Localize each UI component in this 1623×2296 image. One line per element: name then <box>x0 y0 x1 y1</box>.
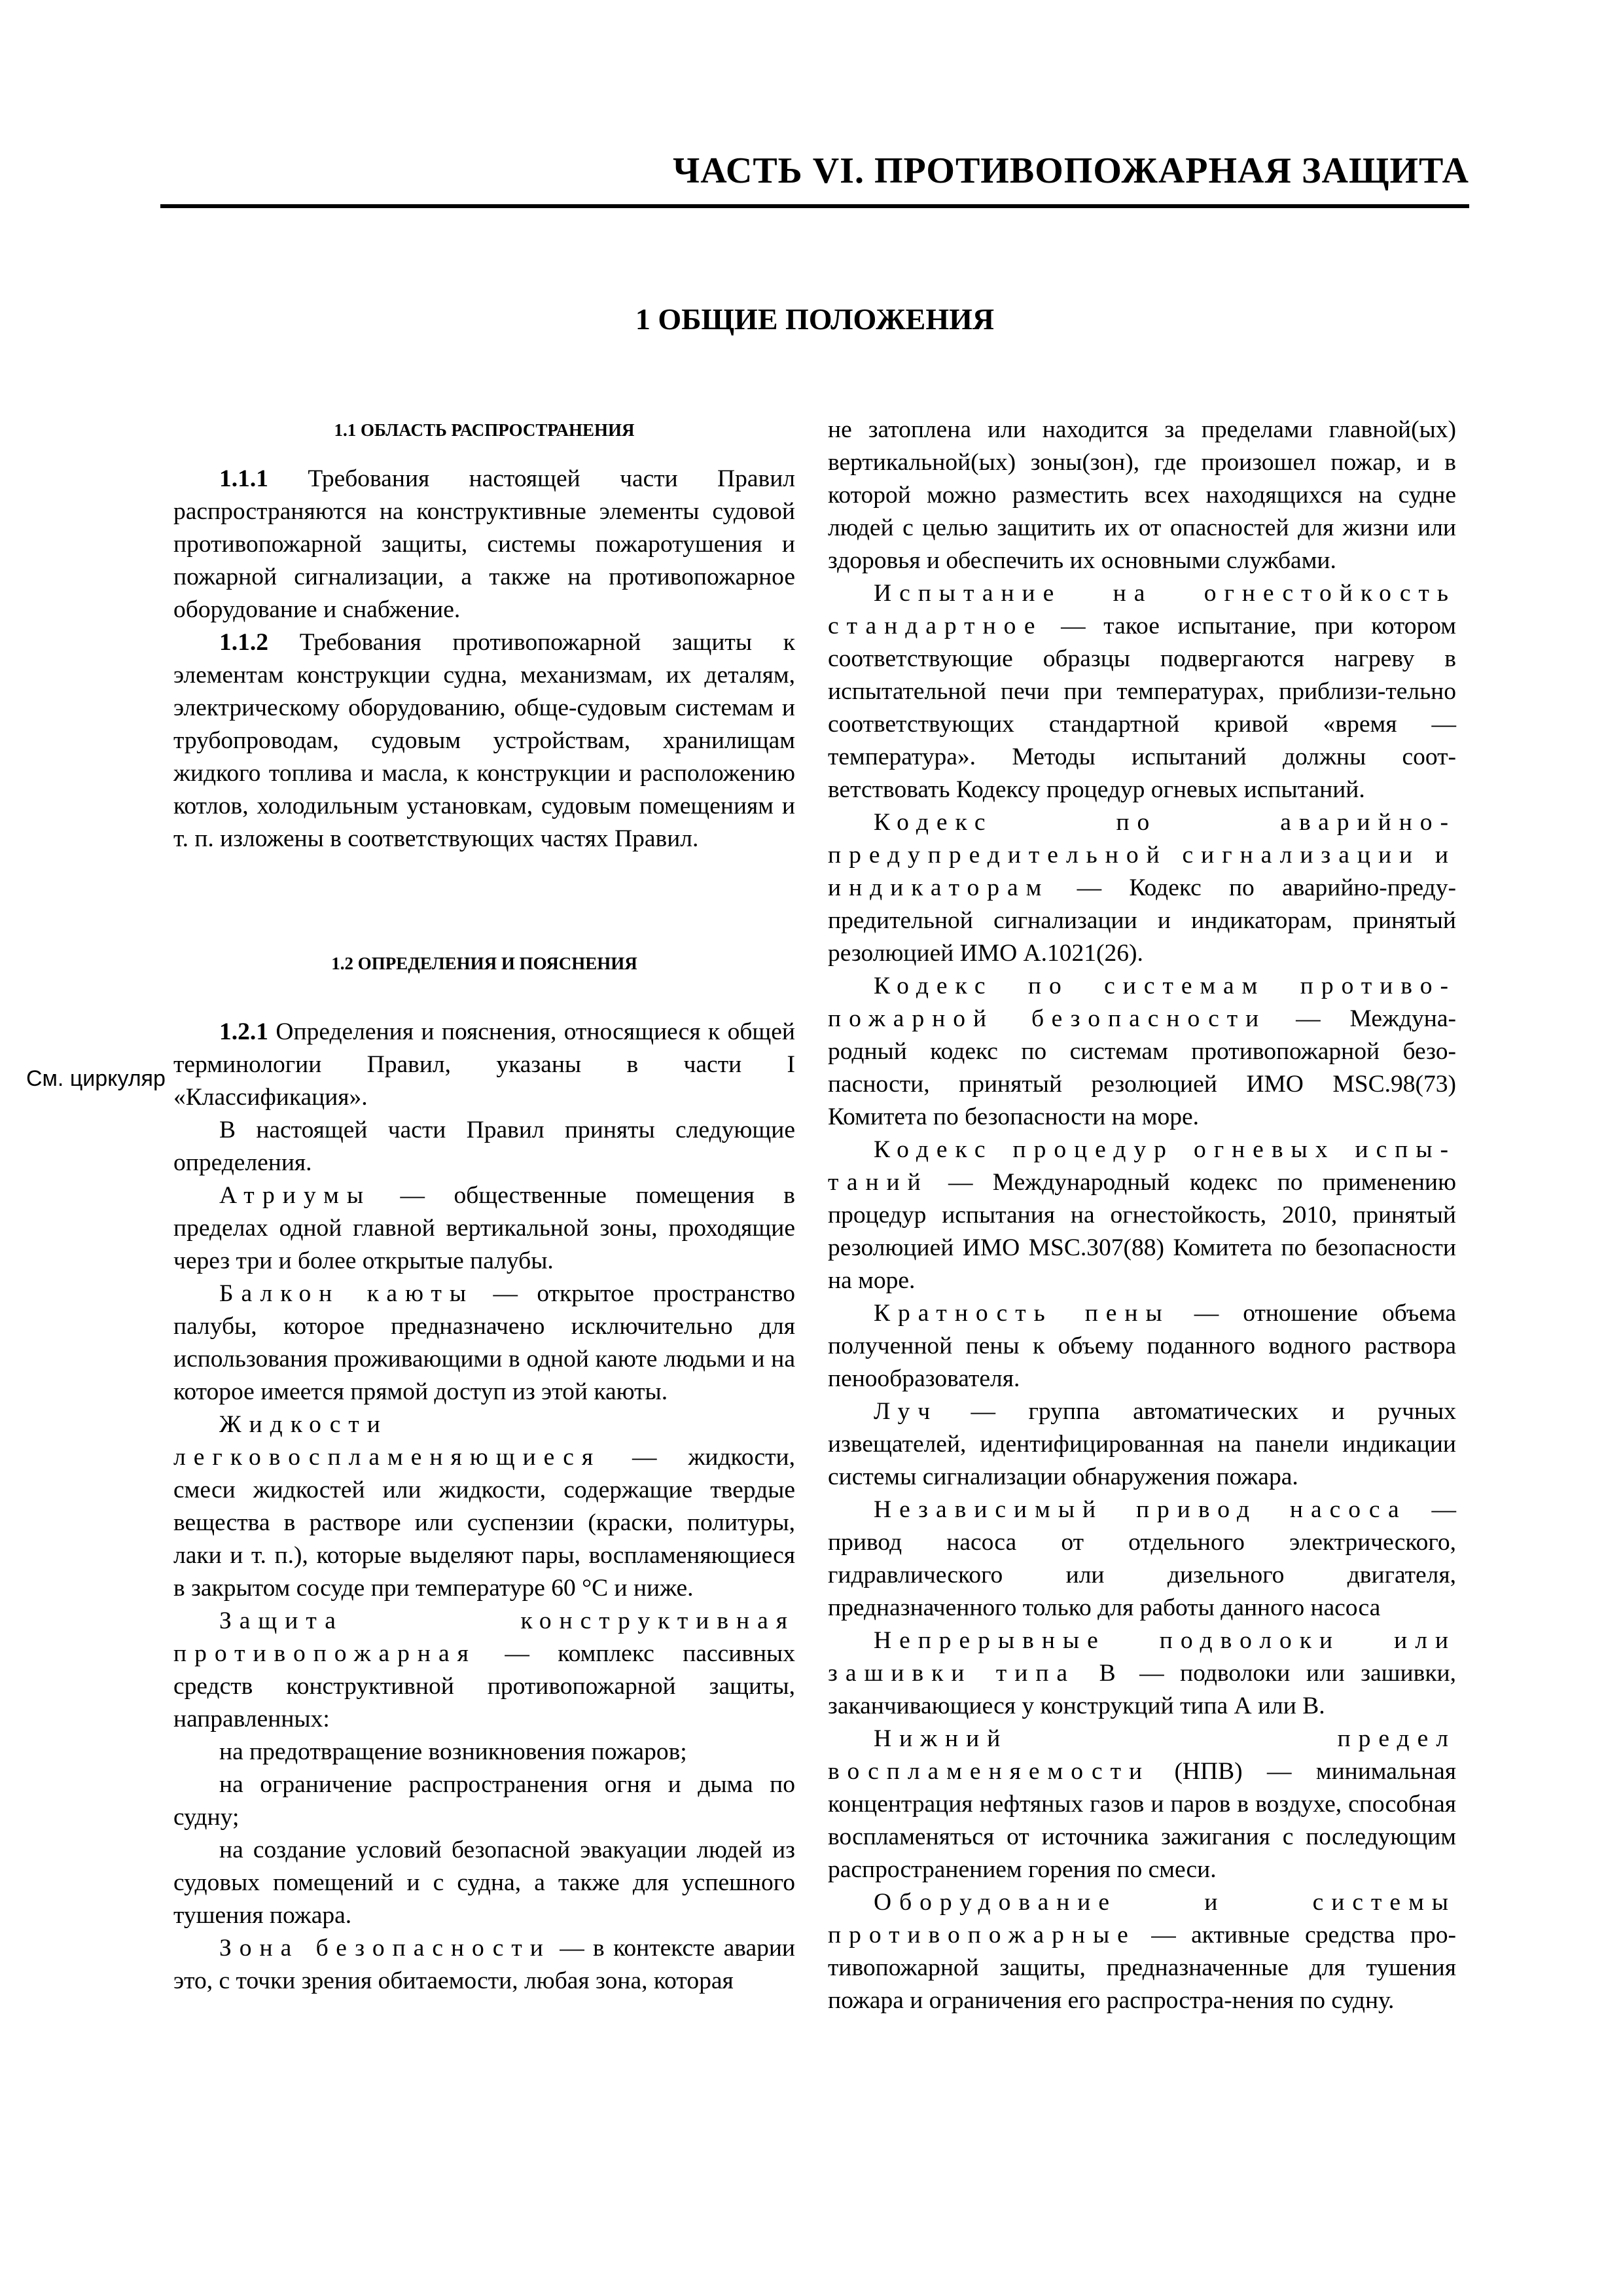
definition-text: — Международный кодекс по применению процедур испытания на огнестойкость, 2010, принятый резолюцией ИМО MSC.307(88) Комитета по безопасности на море. <box>828 1169 1456 1294</box>
margin-note: См. циркуляр <box>26 1066 166 1091</box>
definition-term: Непрерывные подволоки или зашивки типа В <box>828 1627 1456 1687</box>
definition-loop <box>828 1395 1456 1494</box>
definition-text: — в контексте аварии это, с точки зрения обитаемости, любая зона, которая <box>173 1935 795 1994</box>
left-column <box>173 414 795 1998</box>
spacer <box>173 446 795 463</box>
definition-term: Зона безопасности <box>219 1935 551 1962</box>
definition-term: Оборудование и системы противопожарные <box>828 1889 1456 1948</box>
definition-structural-protection <box>173 1605 795 1736</box>
list-item: на ограничение распространения огня и дыма по судну; <box>173 1771 795 1831</box>
definition-term: Жидкости легковоспламеняющиеся <box>173 1411 601 1471</box>
continuation-paragraph: не затоплена или находится за пределами главной(ых) вертикальной(ых) зоны(зон), где произошел пожар, и в которой можно разместить всех находящихся на судне людей с целью защитить их от опасностей для жизни или здоровья и обеспечить их основными службами. <box>828 416 1456 574</box>
paragraph-1-2-1 <box>173 1016 795 1114</box>
definition-text: — комплекс пассивных средств конструктивной противопожарной защиты, направленных: <box>173 1640 795 1732</box>
definition-flammable-liquids <box>173 1408 795 1605</box>
definition-text: — привод насоса от отдельного электрического, гидравлического или дизельного двигателя, предназначенного только для работы данного насоса <box>828 1496 1457 1621</box>
definitions-intro: В настоящей части Правил приняты следующие определения. <box>173 1117 795 1176</box>
definition-text: — группа автоматических и ручных извещателей, идентифицированная на панели индикации системы сигнализации обнаружения пожара. <box>828 1398 1456 1490</box>
list-item: на предотвращение возникновения пожаров; <box>219 1738 687 1765</box>
subsection-heading-1-2: 1.2 ОПРЕДЕЛЕНИЯ И ПОЯСНЕНИЯ <box>331 954 637 973</box>
definition-term: Луч <box>874 1398 938 1425</box>
definition-term: Кодекс по аварийно-предупредительной сигнализации и индикаторам <box>828 809 1456 901</box>
paragraph-text: Требования настоящей части Правил распространяются на конструктивные элементы судовой противопожарной защиты, системы пожаротушения и пожарной сигнализации, а также на противопожарное оборудование и снабжение. <box>173 465 795 623</box>
definition-lower-flammable-limit <box>828 1723 1456 1886</box>
definition-fire-equipment <box>828 1886 1456 2017</box>
definition-text: — активные средства про-тивопожарной защиты, предназначенные для тушения пожара и ограничения его распростра-нения по судну. <box>828 1922 1456 2014</box>
spacer <box>173 980 795 1016</box>
definition-fss-code <box>828 970 1456 1134</box>
definition-balcony <box>173 1278 795 1408</box>
definition-alarm-code <box>828 806 1456 970</box>
definition-text: (НПВ) — минимальная концентрация нефтяных газов и паров в воздухе, способная воспламеняться от источника зажигания с последующим распространением горения по смеси. <box>828 1758 1456 1883</box>
part-title: ЧАСТЬ VI. ПРОТИВОПОЖАРНАЯ ЗАЩИТА <box>673 151 1469 191</box>
definition-term: Балкон каюты <box>219 1280 474 1307</box>
clause-number: 1.1.1 <box>219 465 268 492</box>
definition-term: Защита конструктивная противопожарная <box>173 1607 795 1667</box>
subsection-heading-1-1: 1.1 ОБЛАСТЬ РАСПРОСТРАНЕНИЯ <box>334 420 635 440</box>
definition-safety-zone <box>173 1932 795 1998</box>
definition-atriums <box>173 1179 795 1278</box>
definition-text: — такое испытание, при котором соответствующие образцы подвергаются нагреву в испытательной печи при температурах, приблизи-тельно соответствующих стандартной кривой «время — температура». Методы испытаний должны соот-ветствовать Кодексу процедур огневых испытаний. <box>828 613 1456 803</box>
paragraph-text: Требования противопожарной защиты к элементам конструкции судна, механизмам, их деталям, электрическому оборудованию, обще-судовым системам и трубопроводам, судовым устройствам, хранилищам жидкого топлива и масла, к конструкции и расположению котлов, холодильным установкам, судовым помещениям и т. п. изложены в соответствующих частях Правил. <box>173 629 795 852</box>
spacer <box>173 855 795 947</box>
section-title: 1 ОБЩИЕ ПОЛОЖЕНИЯ <box>635 302 995 336</box>
definition-independent-pump-drive <box>828 1494 1456 1624</box>
definition-text: — Кодекс по аварийно-преду-предительной сигнализации и индикаторам, принятый резолюцией ИМО А.1021(26). <box>828 874 1456 967</box>
definition-term: Независимый привод насоса <box>874 1496 1407 1523</box>
definition-text: — отношение объема полученной пены к объему поданного водного раствора пенообразователя. <box>828 1300 1456 1392</box>
definition-fire-test <box>828 577 1456 806</box>
clause-number: 1.2.1 <box>219 1018 268 1045</box>
definition-foam-expansion <box>828 1297 1456 1395</box>
definition-text: — Междуна-родный кодекс по системам противопожарной безо-пасности, принятый резолюцией ИМО MSC.98(73) Комитета по безопасности на море. <box>828 1005 1456 1130</box>
clause-number: 1.1.2 <box>219 629 268 656</box>
definition-text: — общественные помещения в пределах одной главной вертикальной зоны, проходящие через три и более открытые палубы. <box>173 1182 795 1274</box>
definition-text: — подволоки или зашивки, заканчивающиеся у конструкций типа А или В. <box>828 1660 1456 1719</box>
right-column <box>828 414 1456 2017</box>
definition-ftp-code <box>828 1134 1456 1297</box>
definition-continuous-ceilings <box>828 1624 1456 1723</box>
definition-term: Кратность пены <box>874 1300 1170 1327</box>
definition-term: Кодекс процедур огневых испы-таний <box>828 1136 1456 1196</box>
list-item: на создание условий безопасной эвакуации людей из судовых помещений и с судна, а также для успешного тушения пожара. <box>173 1837 795 1929</box>
part-title-rule <box>160 204 1469 208</box>
paragraph-1-1-2 <box>173 626 795 855</box>
definition-term: Испытание на огнестойкость стандартное <box>828 580 1456 639</box>
paragraph-1-1-1 <box>173 463 795 626</box>
definition-term: Нижний предел воспламеняемости <box>828 1725 1456 1785</box>
definition-text: — открытое пространство палубы, которое предназначено исключительно для использования проживающими в одной каюте людьми и на которое имеется прямой доступ из этой каюты. <box>173 1280 795 1405</box>
paragraph-text: Определения и пояснения, относящиеся к общей терминологии Правил, указаны в части I «Классификация». <box>173 1018 795 1111</box>
definition-term: Атриумы <box>219 1182 372 1209</box>
definition-term: Кодекс по системам противо-пожарной безопасности <box>828 973 1456 1032</box>
definition-text: — жидкости, смеси жидкостей или жидкости, содержащие твердые вещества в растворе или суспензии (краски, политуры, лаки и т. п.), которые выделяют пары, воспламеняющиеся в закрытом сосуде при температуре 60 °С и ниже. <box>173 1444 795 1602</box>
